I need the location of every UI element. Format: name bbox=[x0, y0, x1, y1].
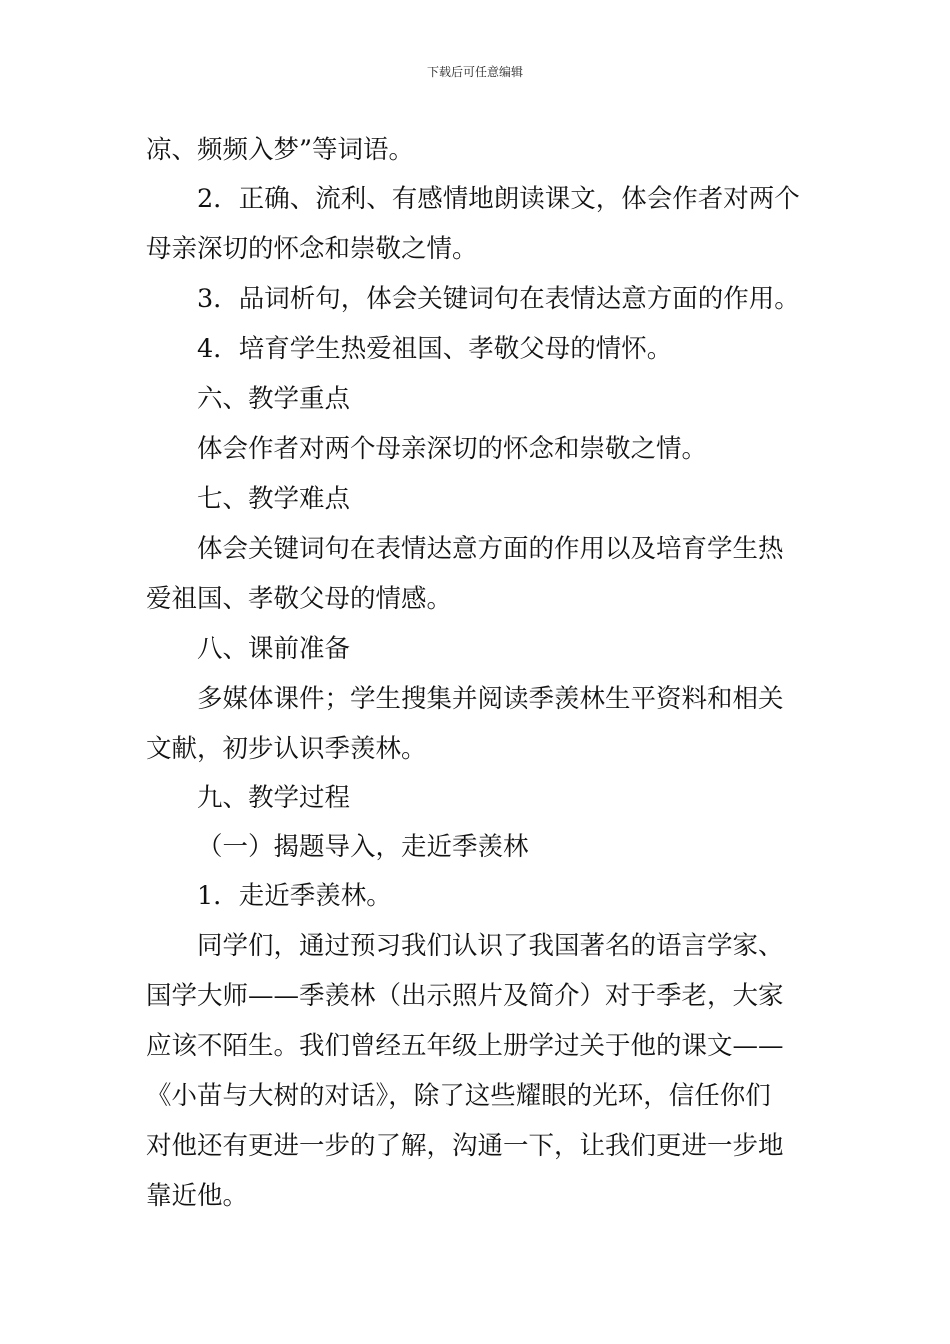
section-heading: 七、教学难点 bbox=[197, 484, 351, 514]
text-line: 对他还有更进一步的了解，沟通一下，让我们更进一步地 bbox=[146, 1131, 784, 1161]
section-heading: 六、教学重点 bbox=[197, 384, 351, 414]
text-line: 体会关键词句在表情达意方面的作用以及培育学生热 bbox=[197, 534, 784, 564]
text-line: 多媒体课件；学生搜集并阅读季羡林生平资料和相关 bbox=[197, 684, 784, 714]
text-line: 1．走近季羡林。 bbox=[197, 881, 392, 911]
subsection-heading: （一）揭题导入，走近季羡林 bbox=[197, 832, 529, 862]
text-line: 《小苗与大树的对话》，除了这些耀眼的光环，信任你们 bbox=[146, 1081, 771, 1111]
text-line: 凉、频频入梦”等词语。 bbox=[146, 135, 415, 165]
text-line: 靠近他。 bbox=[146, 1181, 249, 1211]
page-header: 下载后可任意编辑 bbox=[426, 65, 523, 79]
text-line: 体会作者对两个母亲深切的怀念和崇敬之情。 bbox=[197, 434, 708, 464]
text-line: 3．品词析句，体会关键词句在表情达意方面的作用。 bbox=[197, 284, 800, 314]
text-line: 应该不陌生。我们曾经五年级上册学过关于他的课文—— bbox=[146, 1031, 784, 1061]
text-line: 4．培育学生热爱祖国、孝敬父母的情怀。 bbox=[197, 334, 673, 364]
text-line: 2．正确、流利、有感情地朗读课文，体会作者对两个 bbox=[197, 184, 800, 214]
section-heading: 八、课前准备 bbox=[197, 634, 351, 664]
text-line: 国学大师——季羡林（出示照片及简介）对于季老，大家 bbox=[146, 981, 784, 1011]
section-heading: 九、教学过程 bbox=[197, 783, 351, 813]
text-line: 爱祖国、孝敬父母的情感。 bbox=[146, 584, 453, 614]
text-line: 文献，初步认识季羡林。 bbox=[146, 734, 427, 764]
text-line: 母亲深切的怀念和崇敬之情。 bbox=[146, 234, 478, 264]
text-line: 同学们，通过预习我们认识了我国著名的语言学家、 bbox=[197, 931, 784, 961]
